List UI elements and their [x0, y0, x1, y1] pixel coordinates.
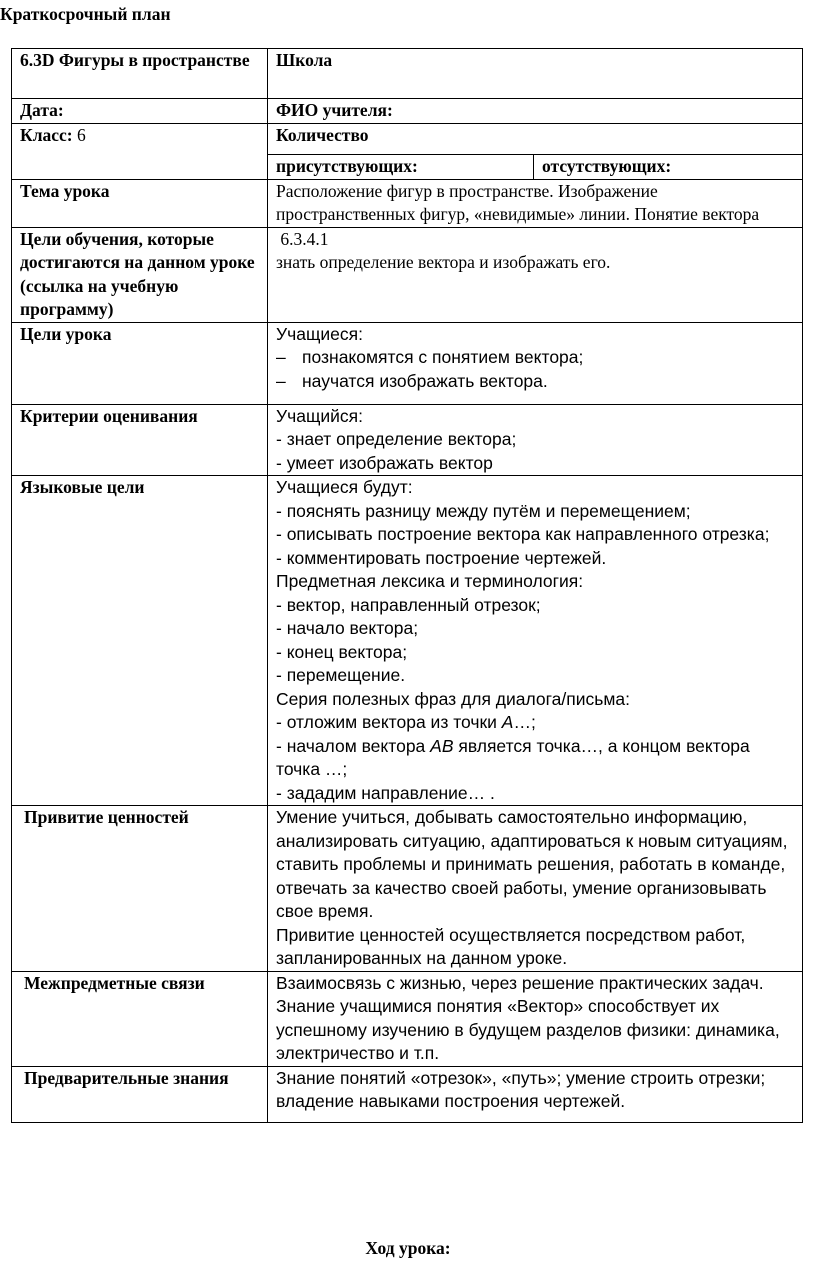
list-item: - комментировать построение чертежей.: [276, 547, 607, 568]
lesson-plan-table: [11, 48, 803, 1123]
class-value: 6: [77, 124, 86, 145]
class-label: Класс:: [20, 124, 73, 145]
list-item: - пояснять разницу между путём и перемещением;: [276, 500, 691, 521]
lesson-goals-cell: [268, 322, 803, 404]
values-text: Умение учиться, добывать самостоятельно информацию, анализировать ситуацию, адаптироваться к новым ситуациям, ставить проблемы и принимать решения, работать в команде, отвечать за качество своей работы, умение организовывать свое время.: [276, 807, 788, 921]
values-label: Привитие ценностей: [12, 806, 268, 972]
learning-goals-cell: [268, 227, 803, 322]
table-row: [12, 971, 803, 1066]
table-row: [12, 179, 803, 227]
topic-code: 6.3D Фигуры в пространстве: [20, 50, 250, 70]
list-item: - вектор, направленный отрезок;: [276, 594, 541, 615]
assessment-label: Критерии оценивания: [12, 404, 268, 476]
language-goals-label: Языковые цели: [12, 476, 268, 806]
count-cell: [268, 123, 803, 179]
list-item: – научатся изображать вектора.: [276, 370, 548, 391]
school-label: Школа: [276, 50, 333, 70]
language-goals-intro: Учащиеся будут:: [276, 477, 413, 497]
lesson-goals-intro: Учащиеся:: [276, 323, 363, 344]
table-row: [12, 806, 803, 972]
table-row: [12, 99, 803, 124]
list-item: - перемещение.: [276, 665, 406, 685]
lesson-topic-text: Расположение фигур в пространстве. Изображение пространственных фигур, «невидимые» линии. Понятие вектора: [268, 179, 803, 227]
phrases-title: Серия полезных фраз для диалога/письма:: [276, 688, 630, 709]
learning-goals-label: Цели обучения, которые достигаются на данном уроке (ссылка на учебную программу): [12, 227, 268, 322]
prior-knowledge-text: Знание понятий «отрезок», «путь»; умение строить отрезки; владение навыками построения чертежей.: [268, 1066, 803, 1122]
learning-goals-code: 6.3.4.1: [276, 228, 329, 249]
list-item: - конец вектора;: [276, 641, 408, 662]
assessment-cell: [268, 404, 803, 476]
table-row: [12, 49, 803, 99]
teacher-label: ФИО учителя:: [276, 100, 393, 120]
school-cell: [268, 49, 803, 99]
list-item: – познакомятся с понятием вектора;: [276, 347, 584, 367]
list-item: - началом вектора АВ является точка…, а концом вектора точка …;: [276, 735, 750, 779]
list-item: - умеет изображать вектор: [276, 452, 493, 473]
table-row: [12, 404, 803, 476]
table-row: [12, 1066, 803, 1122]
language-goals-cell: [268, 476, 803, 806]
lesson-topic-label: Тема урока: [12, 179, 268, 227]
vocab-title: Предметная лексика и терминология:: [276, 571, 584, 591]
class-cell: [12, 123, 268, 179]
date-cell: [12, 99, 268, 124]
present-label: присутствующих:: [268, 155, 534, 179]
teacher-cell: [268, 99, 803, 124]
cross-subject-text: Взаимосвязь с жизнью, через решение практических задач. Знание учащимися понятия «Вектор» способствует их успешному изучению в будущем разделов физики: динамика, электричество и т.п.: [268, 971, 803, 1066]
count-label: Количество: [276, 124, 369, 145]
list-item: - отложим вектора из точки А…;: [276, 712, 536, 732]
topic-code-cell: [12, 49, 268, 99]
assessment-intro: Учащийся:: [276, 405, 364, 426]
learning-goals-text: знать определение вектора и изображать его.: [276, 252, 611, 272]
absent-label: отсутствующих:: [542, 156, 672, 176]
values-cell: [268, 806, 803, 972]
table-row: [12, 227, 803, 322]
list-item: - начало вектора;: [276, 618, 419, 638]
table-row: [12, 476, 803, 806]
prior-knowledge-label: Предварительные знания: [12, 1066, 268, 1122]
table-row: [12, 322, 803, 404]
date-label: Дата:: [20, 100, 64, 120]
lesson-progress-title: Ход урока:: [365, 1238, 451, 1258]
values-text-2: Привитие ценностей осуществляется посредством работ, запланированных на данном уроке.: [276, 924, 746, 968]
document-title: Краткосрочный план: [0, 4, 171, 24]
cross-subject-label: Межпредметные связи: [12, 971, 268, 1066]
list-item: - описывать построение вектора как направленного отрезка;: [276, 524, 770, 544]
list-item: - зададим направление… .: [276, 782, 495, 803]
lesson-goals-label: Цели урока: [12, 322, 268, 404]
attendance-split: [268, 154, 802, 179]
list-item: - знает определение вектора;: [276, 429, 517, 449]
table-row: [12, 123, 803, 179]
